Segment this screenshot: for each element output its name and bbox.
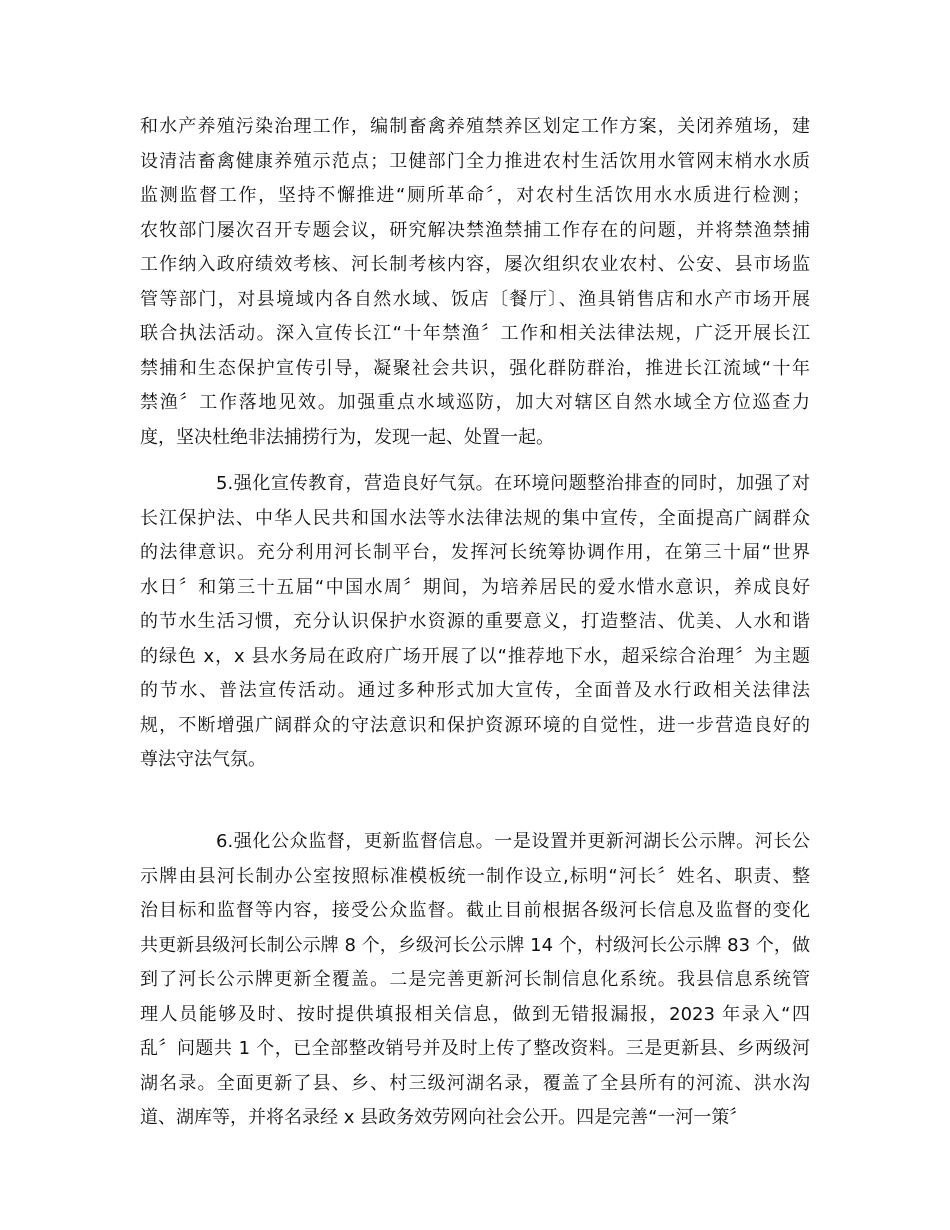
text-line: 到了河长公示牌更新全覆盖。二是完善更新河长制信息化系统。我县信息系统管 bbox=[140, 969, 810, 990]
text-line: 禁捕和生态保护宣传引导，凝聚社会共识，强化群防群治，推进长江流域“十年 bbox=[140, 357, 810, 379]
text-line: 的绿色 x，x 县水务局在政府广场开展了以“推荐地下水，超采综合治理〞为主题 bbox=[140, 645, 810, 667]
text-line: 6.强化公众监督，更新监督信息。一是设置并更新河湖长公示牌。河长公 bbox=[216, 831, 810, 852]
text-line: 度，坚决杜绝非法捕捞行为，发现一起、处置一起。 bbox=[140, 426, 554, 448]
text-line: 湖名录。全面更新了县、乡、村三级河湖名录，覆盖了全县所有的河流、洪水沟 bbox=[140, 1072, 810, 1094]
text-line: 的节水、普法宣传活动。通过多种形式加大宣传，全面普及水行政相关法律法 bbox=[140, 680, 810, 701]
text-line: 道、湖库等，并将名录经 x 县政务效劳网向社会公开。四是完善“一河一策〞 bbox=[140, 1107, 748, 1128]
text-line: 工作纳入政府绩效考核、河长制考核内容，屡次组织农业农村、公安、县市场监 bbox=[140, 254, 810, 275]
text-line: 监测监督工作，坚持不懈推进“厕所革命〞，对农村生活饮用水水质进行检测； bbox=[140, 185, 810, 206]
text-line: 5.强化宣传教育，营造良好气氛。在环境问题整治排查的同时，加强了对 bbox=[216, 473, 810, 494]
text-line: 农牧部门屡次召开专题会议，研究解决禁渔禁捕工作存在的问题，并将禁渔禁捕 bbox=[140, 219, 810, 241]
text-line: 乱〞问题共 1 个，已全部整改销号并及时上传了整改资料。三是更新县、乡两级河 bbox=[140, 1038, 810, 1059]
text-line: 禁渔〞工作落地见效。加强重点水域巡防，加大对辖区自然水域全方位巡查力 bbox=[140, 392, 810, 413]
text-line: 规，不断增强广阔群众的守法意识和保护资源环境的自觉性，进一步营造良好的 bbox=[140, 714, 810, 736]
text-line: 和水产养殖污染治理工作，编制畜禽养殖禁养区划定工作方案，关闭养殖场，建 bbox=[140, 116, 810, 137]
text-line: 治目标和监督等内容，接受公众监督。截止目前根据各级河长信息及监督的变化 bbox=[140, 900, 810, 921]
text-line: 理人员能够及时、按时提供填报相关信息，做到无错报漏报，2023 年录入“四 bbox=[140, 1003, 810, 1025]
text-line: 尊法守法气氛。 bbox=[140, 749, 266, 770]
paragraph-public-supervision bbox=[140, 825, 810, 1136]
text-line: 长江保护法、中华人民共和国水法等水法律法规的集中宣传，全面提高广阔群众 bbox=[140, 507, 810, 529]
text-line: 管等部门，对县境域内各自然水域、饭店〔餐厅〕、渔具销售店和水产市场开展 bbox=[140, 288, 810, 310]
paragraph-river-management-actions bbox=[140, 110, 810, 455]
paragraph-publicity-education bbox=[140, 467, 810, 778]
text-line: 的法律意识。充分利用河长制平台，发挥河长统筹协调作用，在第三十届“世界 bbox=[140, 542, 810, 563]
text-line: 水日〞和第三十五届“中国水周〞期间，为培养居民的爱水惜水意识，养成良好 bbox=[140, 576, 810, 598]
text-line: 设清洁畜禽健康养殖示范点；卫健部门全力推进农村生活饮用水管网末梢水水质 bbox=[140, 150, 810, 172]
text-line: 共更新县级河长制公示牌 8 个，乡级河长公示牌 14 个，村级河长公示牌 83 个，做 bbox=[140, 934, 810, 956]
text-line: 的节水生活习惯，充分认识保护水资源的重要意义，打造整洁、优美、人水和谐 bbox=[140, 611, 810, 632]
text-line: 联合执法活动。深入宣传长江“十年禁渔〞工作和相关法律法规，广泛开展长江 bbox=[140, 323, 810, 344]
text-line: 示牌由县河长制办公室按照标准模板统一制作设立,标明“河长〞姓名、职责、整 bbox=[140, 865, 810, 887]
